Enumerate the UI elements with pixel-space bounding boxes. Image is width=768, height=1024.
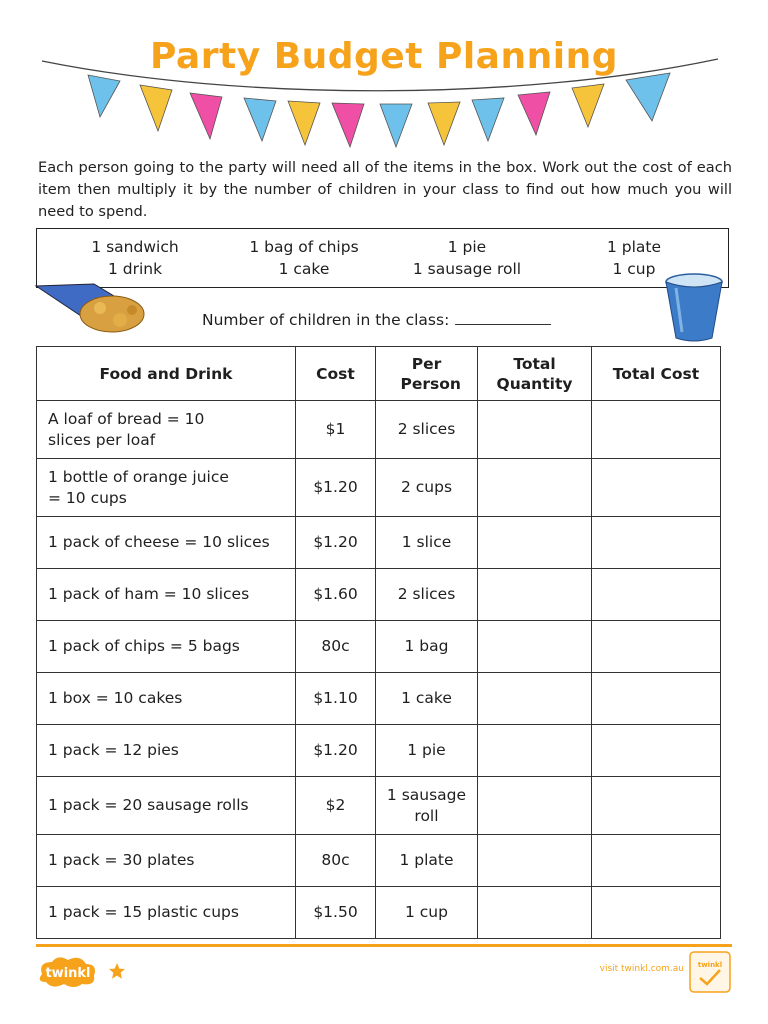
per-person-cell: 1 plate (376, 835, 478, 887)
table-row (37, 887, 721, 939)
table-row (37, 569, 721, 621)
column-header: Per Person (376, 347, 478, 401)
chips-bag-icon (34, 278, 152, 340)
table-header-row (37, 347, 721, 401)
svg-text:twinkl: twinkl (697, 961, 723, 969)
children-count-label: Number of children in the class: (202, 311, 450, 329)
page-title: Party Budget Planning (150, 36, 618, 77)
food-cell: A loaf of bread = 10 slices per loaf (37, 401, 296, 459)
cost-cell: $1.20 (296, 459, 376, 517)
food-cell: 1 pack = 30 plates (37, 835, 296, 887)
total-cost-input[interactable] (592, 401, 721, 459)
children-count-blank[interactable] (455, 310, 551, 325)
cost-cell: $1.10 (296, 673, 376, 725)
total-cost-input[interactable] (592, 459, 721, 517)
food-cell: 1 pack of cheese = 10 slices (37, 517, 296, 569)
item-label: 1 sausage roll (412, 260, 522, 278)
children-count-prompt (202, 310, 551, 329)
table-row (37, 777, 721, 835)
total-quantity-input[interactable] (478, 835, 592, 887)
budget-table (36, 346, 721, 939)
table-row (37, 725, 721, 777)
cost-cell: $1 (296, 401, 376, 459)
total-cost-input[interactable] (592, 725, 721, 777)
total-cost-input[interactable] (592, 673, 721, 725)
total-quantity-input[interactable] (478, 517, 592, 569)
total-cost-input[interactable] (592, 569, 721, 621)
total-quantity-input[interactable] (478, 569, 592, 621)
plastic-cup-icon (662, 272, 726, 344)
cost-cell: 80c (296, 621, 376, 673)
cost-cell: $1.60 (296, 569, 376, 621)
item-label: 1 pie (447, 238, 487, 256)
per-person-cell: 1 pie (376, 725, 478, 777)
total-quantity-input[interactable] (478, 673, 592, 725)
per-person-cell: 2 slices (376, 401, 478, 459)
food-cell: 1 bottle of orange juice = 10 cups (37, 459, 296, 517)
per-person-cell: 2 slices (376, 569, 478, 621)
table-row (37, 459, 721, 517)
cost-cell: 80c (296, 835, 376, 887)
total-cost-input[interactable] (592, 835, 721, 887)
quality-badge-icon (688, 950, 732, 994)
item-label: 1 cake (278, 260, 330, 278)
column-header: Food and Drink (37, 347, 296, 401)
food-cell: 1 pack of ham = 10 slices (37, 569, 296, 621)
total-quantity-input[interactable] (478, 725, 592, 777)
twinkl-logo-icon (36, 954, 100, 990)
column-header: Cost (296, 347, 376, 401)
total-quantity-input[interactable] (478, 777, 592, 835)
footer-divider (36, 944, 732, 947)
food-cell: 1 box = 10 cakes (37, 673, 296, 725)
cost-cell: $1.20 (296, 517, 376, 569)
cost-cell: $1.50 (296, 887, 376, 939)
item-label: 1 sandwich (91, 238, 179, 256)
star-icon (108, 962, 126, 980)
total-cost-input[interactable] (592, 887, 721, 939)
total-quantity-input[interactable] (478, 401, 592, 459)
table-row (37, 835, 721, 887)
item-label: 1 plate (606, 238, 662, 256)
item-label: 1 bag of chips (249, 238, 359, 256)
column-header: Total Quantity (478, 347, 592, 401)
food-cell: 1 pack = 15 plastic cups (37, 887, 296, 939)
cost-cell: $1.20 (296, 725, 376, 777)
bunting-icon (40, 55, 720, 155)
total-cost-input[interactable] (592, 621, 721, 673)
total-quantity-input[interactable] (478, 621, 592, 673)
item-label: 1 drink (107, 260, 163, 278)
instructions-text: Each person going to the party will need all of the items in the box. Work out the cost of each item then multiply it by the number of children in your class to find out how much you will need to spend. (38, 159, 732, 220)
table-row (37, 621, 721, 673)
total-cost-input[interactable] (592, 517, 721, 569)
table-row (37, 517, 721, 569)
food-cell: 1 pack of chips = 5 bags (37, 621, 296, 673)
svg-text:twinkl: twinkl (45, 966, 91, 981)
per-person-cell: 2 cups (376, 459, 478, 517)
food-cell: 1 pack = 20 sausage rolls (37, 777, 296, 835)
item-label: 1 cup (612, 260, 656, 278)
per-person-cell: 1 cake (376, 673, 478, 725)
per-person-cell: 1 bag (376, 621, 478, 673)
per-person-cell: 1 sausage roll (376, 777, 478, 835)
per-person-cell: 1 cup (376, 887, 478, 939)
website-link[interactable]: visit twinkl.com.au (599, 964, 684, 974)
total-quantity-input[interactable] (478, 887, 592, 939)
table-row (37, 673, 721, 725)
total-cost-input[interactable] (592, 777, 721, 835)
total-quantity-input[interactable] (478, 459, 592, 517)
table-row (37, 401, 721, 459)
food-cell: 1 pack = 12 pies (37, 725, 296, 777)
cost-cell: $2 (296, 777, 376, 835)
column-header: Total Cost (592, 347, 721, 401)
per-person-cell: 1 slice (376, 517, 478, 569)
